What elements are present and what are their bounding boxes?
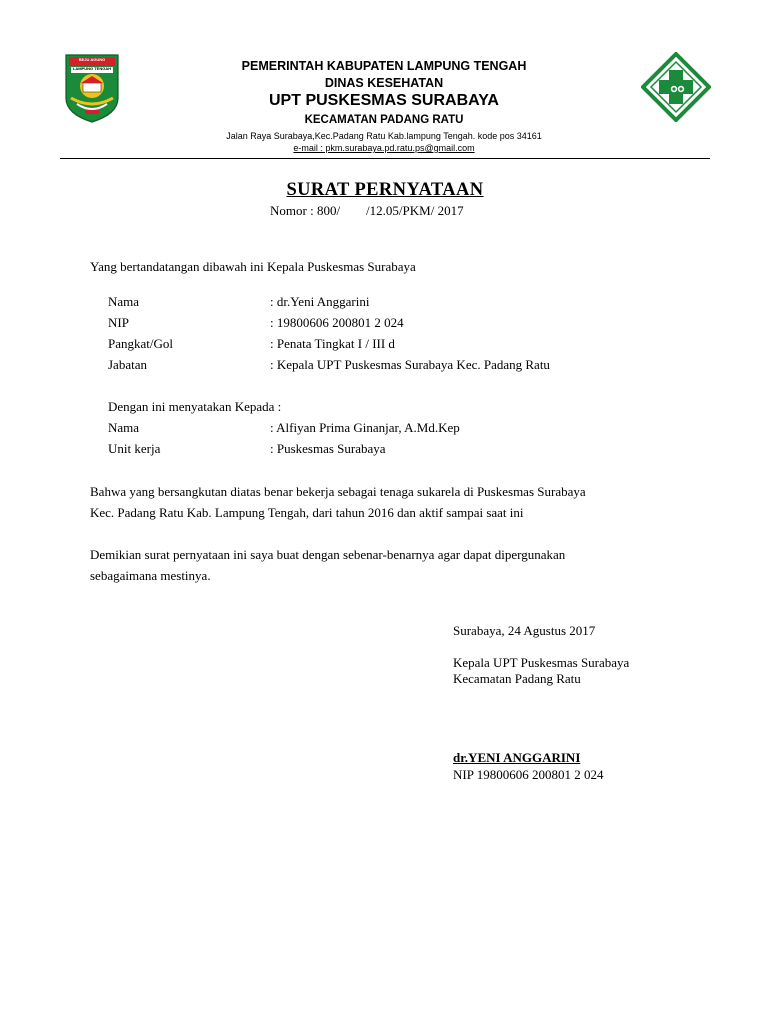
place-date: Surabaya, 24 Agustus 2017 [453, 623, 596, 638]
signer-rank-label: Pangkat/Gol [108, 336, 173, 351]
intro-text: Yang bertandatangan dibawah ini Kepala Puskesmas Surabaya [90, 259, 416, 274]
puskesmas-logo-icon [641, 52, 711, 122]
document-title: SURAT PERNYATAAN [286, 180, 484, 200]
signer-full-name: dr.YENI ANGGARINI [453, 750, 581, 765]
signer-position-value: : Kepala UPT Puskesmas Surabaya Kec. Padang Ratu [270, 357, 550, 372]
signer-nip: NIP 19800606 200801 2 024 [453, 767, 604, 782]
body-paragraph-1-line-1: Bahwa yang bersangkutan diatas benar bekerja sebagai tenaga sukarela di Puskesmas Surabaya [90, 484, 586, 499]
letterhead-email-wrap [140, 143, 628, 153]
signer-position-line-2: Kecamatan Padang Ratu [453, 671, 581, 686]
signer-nip-value: : 19800606 200801 2 024 [270, 315, 404, 330]
letterhead-district: KECAMATAN PADANG RATU [304, 114, 464, 126]
subject-unit-value: : Puskesmas Surabaya [270, 441, 386, 456]
signer-rank-value: : Penata Tingkat I / III d [270, 336, 395, 351]
letterhead-divider [60, 158, 710, 159]
body-paragraph-2-line-1: Demikian surat pernyataan ini saya buat dengan sebenar-benarnya agar dapat dipergunakan [90, 547, 566, 562]
signer-name-label: Nama [108, 294, 140, 309]
body-paragraph-1-line-2: Kec. Padang Ratu Kab. Lampung Tengah, dari tahun 2016 dan aktif sampai saat ini [90, 505, 524, 520]
letterhead-government: PEMERINTAH KABUPATEN LAMPUNG TENGAH [241, 59, 527, 73]
body-paragraph-2-line-2: sebagaimana mestinya. [90, 568, 211, 583]
declare-to-text: Dengan ini menyatakan Kepada : [108, 399, 282, 414]
signer-name-value: : dr.Yeni Anggarini [270, 294, 370, 309]
letterhead-email: e-mail : pkm.surabaya.pd.ratu.ps@gmail.com [293, 143, 475, 153]
document-number: Nomor : 800/ /12.05/PKM/ 2017 [270, 203, 464, 218]
signer-nip-label: NIP [108, 315, 129, 330]
letterhead-department: DINAS KESEHATAN [324, 76, 444, 90]
lampung-tengah-emblem-icon [63, 52, 121, 124]
letterhead-address: Jalan Raya Surabaya,Kec.Padang Ratu Kab.lampung Tengah. kode pos 34161 [226, 131, 542, 141]
signer-position-line-1: Kepala UPT Puskesmas Surabaya [453, 655, 630, 670]
subject-unit-label: Unit kerja [108, 441, 161, 456]
letterhead-institution: UPT PUSKESMAS SURABAYA [269, 92, 499, 109]
emblem-top-text: BEJU AGUNG [78, 57, 106, 62]
subject-name-label: Nama [108, 420, 140, 435]
emblem-bottom-text: LAMPUNG TENGAH [72, 66, 112, 71]
signer-position-label: Jabatan [108, 357, 147, 372]
subject-name-value: : Alfiyan Prima Ginanjar, A.Md.Kep [270, 420, 460, 435]
